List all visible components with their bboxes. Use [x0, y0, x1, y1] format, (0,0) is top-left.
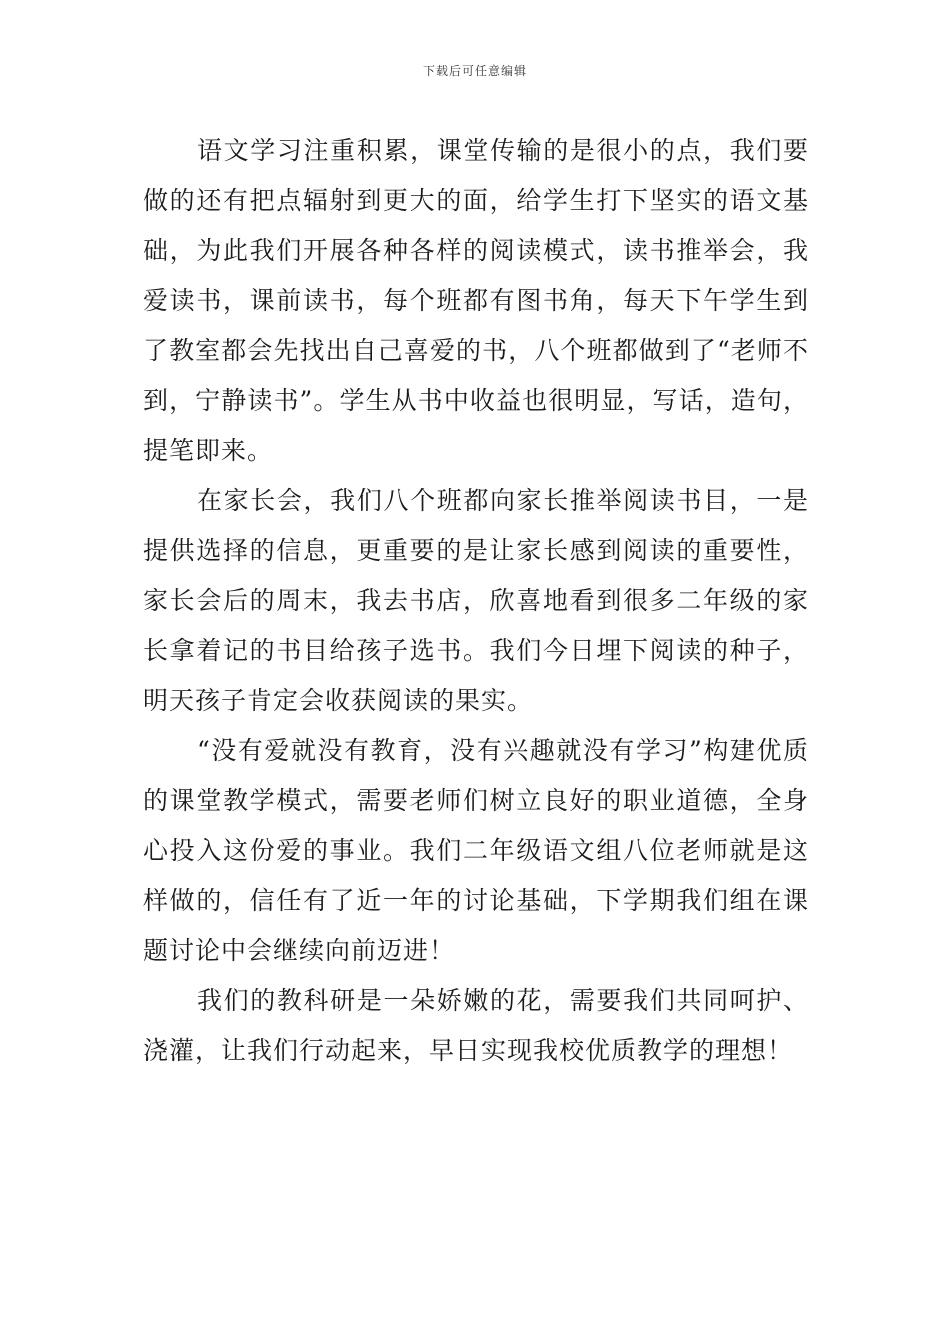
paragraph-parent-meeting: 在家长会，我们八个班都向家长推举阅读书目，一是提供选择的信息，更重要的是让家长感到阅读的重要性，家长会后的周末，我去书店，欣喜地看到很多二年级的家长拿着记的书目给孩子选书。我们今日埋下阅读的种子，明天孩子肯定会收获阅读的果实。	[143, 486, 809, 715]
paragraph-conclusion: 我们的教科研是一朵娇嫩的花，需要我们共同呵护、浇灌，让我们行动起来，早日实现我校优质教学的理想！	[143, 986, 809, 1065]
page-header-note: 下载后可任意编辑	[422, 64, 527, 78]
paragraph-teaching-love: “没有爱就没有教育，没有兴趣就没有学习”构建优质的课堂教学模式，需要老师们树立良好的职业道德，全身心投入这份爱的事业。我们二年级语文组八位老师就是这样做的，信任有了近一年的讨论基础，下学期我们组在课题讨论中会继续向前迈进！	[143, 736, 809, 965]
paragraph-reading-accumulation: 语文学习注重积累，课堂传输的是很小的点，我们要做的还有把点辐射到更大的面，给学生打下坚实的语文基础，为此我们开展各种各样的阅读模式，读书推举会，我爱读书，课前读书，每个班都有图书角，每天下午学生到了教室都会先找出自己喜爱的书，八个班都做到了“老师不到，宁静读书”。学生从书中收益也很明显，写话，造句，提笔即来。	[143, 136, 809, 465]
document-body	[143, 126, 809, 1076]
